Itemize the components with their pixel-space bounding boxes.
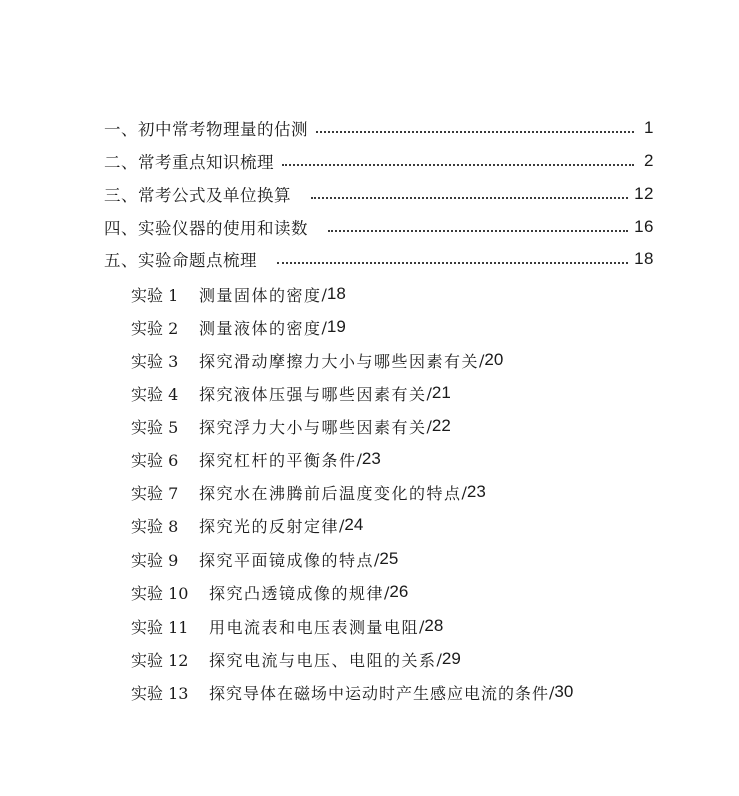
toc-experiment-9[interactable] (131, 544, 398, 574)
section-page-number: 16 (634, 217, 654, 236)
dot-leader (316, 131, 634, 133)
experiment-label: 实验 12 (131, 650, 189, 670)
slash-separator: / (426, 383, 432, 403)
experiment-page-number: 19 (326, 317, 346, 336)
section-title: 二、常考重点知识梳理 (104, 153, 274, 172)
toc-experiment-12[interactable] (131, 644, 461, 674)
experiment-page-number: 28 (424, 616, 444, 635)
slash-separator: / (436, 649, 442, 669)
dot-leader (277, 262, 628, 264)
experiment-title: 探究平面镜成像的特点 (199, 550, 375, 570)
experiment-page-number: 21 (431, 383, 451, 402)
experiment-page-number: 25 (379, 549, 399, 568)
experiment-title: 探究液体压强与哪些因素有关 (199, 384, 427, 404)
experiment-page-number: 29 (441, 649, 461, 668)
dot-leader (282, 164, 634, 166)
slash-separator: / (339, 515, 345, 535)
experiment-title: 探究滑动摩擦力大小与哪些因素有关 (199, 351, 480, 371)
experiment-label: 实验 7 (131, 483, 179, 503)
toc-section-1[interactable] (104, 113, 654, 143)
section-page-number: 18 (634, 249, 654, 268)
slash-separator: / (321, 317, 327, 337)
experiment-title: 探究光的反射定律 (199, 516, 340, 536)
section-title: 五、实验命题点梳理 (104, 251, 257, 270)
experiment-page-number: 20 (484, 350, 504, 369)
slash-separator: / (461, 482, 467, 502)
dot-leader (328, 230, 628, 232)
experiment-title: 探究水在沸腾前后温度变化的特点 (199, 483, 462, 503)
experiment-label: 实验 11 (131, 617, 189, 637)
experiment-title: 探究导体在磁场中运动时产生感应电流的条件 (209, 683, 550, 703)
toc-experiment-2[interactable] (131, 312, 346, 342)
toc-experiment-3[interactable] (131, 345, 503, 375)
section-page-number: 12 (634, 184, 654, 203)
section-page-number: 2 (644, 151, 654, 170)
experiment-title: 探究电流与电压、电阻的关系 (209, 650, 437, 670)
experiment-page-number: 26 (389, 582, 409, 601)
experiment-label: 实验 10 (131, 583, 189, 603)
slash-separator: / (374, 549, 380, 569)
experiment-page-number: 18 (326, 284, 346, 303)
experiment-page-number: 30 (554, 682, 574, 701)
experiment-label: 实验 1 (131, 285, 179, 305)
toc-experiment-4[interactable] (131, 378, 451, 408)
toc-experiment-1[interactable] (131, 279, 346, 309)
experiment-label: 实验 2 (131, 318, 179, 338)
experiment-page-number: 23 (361, 449, 381, 468)
experiment-label: 实验 3 (131, 351, 179, 371)
experiment-label: 实验 13 (131, 683, 189, 703)
toc-experiment-11[interactable] (131, 611, 443, 641)
experiment-label: 实验 4 (131, 384, 179, 404)
toc-experiment-5[interactable] (131, 411, 451, 441)
slash-separator: / (419, 616, 425, 636)
experiment-title: 测量液体的密度 (199, 318, 322, 338)
experiment-label: 实验 5 (131, 417, 179, 437)
slash-separator: / (356, 449, 362, 469)
toc-experiment-7[interactable] (131, 477, 486, 507)
slash-separator: / (384, 582, 390, 602)
experiment-label: 实验 9 (131, 550, 179, 570)
section-title: 一、初中常考物理量的估测 (104, 120, 308, 139)
experiment-label: 实验 6 (131, 450, 179, 470)
toc-experiment-13[interactable] (131, 677, 573, 707)
experiment-page-number: 24 (344, 515, 364, 534)
toc-section-4[interactable] (104, 212, 654, 242)
experiment-page-number: 23 (466, 482, 486, 501)
toc-experiment-10[interactable] (131, 577, 408, 607)
experiment-title: 用电流表和电压表测量电阻 (209, 617, 420, 637)
experiment-title: 测量固体的密度 (199, 285, 322, 305)
toc-experiment-6[interactable] (131, 444, 381, 474)
slash-separator: / (321, 284, 327, 304)
section-page-number: 1 (644, 118, 654, 137)
experiment-label: 实验 8 (131, 516, 179, 536)
experiment-title: 探究凸透镜成像的规律 (209, 583, 385, 603)
toc-section-2[interactable] (104, 146, 654, 176)
section-title: 四、实验仪器的使用和读数 (104, 219, 308, 238)
experiment-title: 探究浮力大小与哪些因素有关 (199, 417, 427, 437)
slash-separator: / (479, 350, 485, 370)
experiment-page-number: 22 (431, 416, 451, 435)
toc-experiment-8[interactable] (131, 510, 363, 540)
experiment-title: 探究杠杆的平衡条件 (199, 450, 357, 470)
toc-section-5[interactable] (104, 244, 654, 274)
dot-leader (311, 197, 628, 199)
toc-section-3[interactable] (104, 179, 654, 209)
section-title: 三、常考公式及单位换算 (104, 186, 291, 205)
slash-separator: / (549, 682, 555, 702)
slash-separator: / (426, 416, 432, 436)
